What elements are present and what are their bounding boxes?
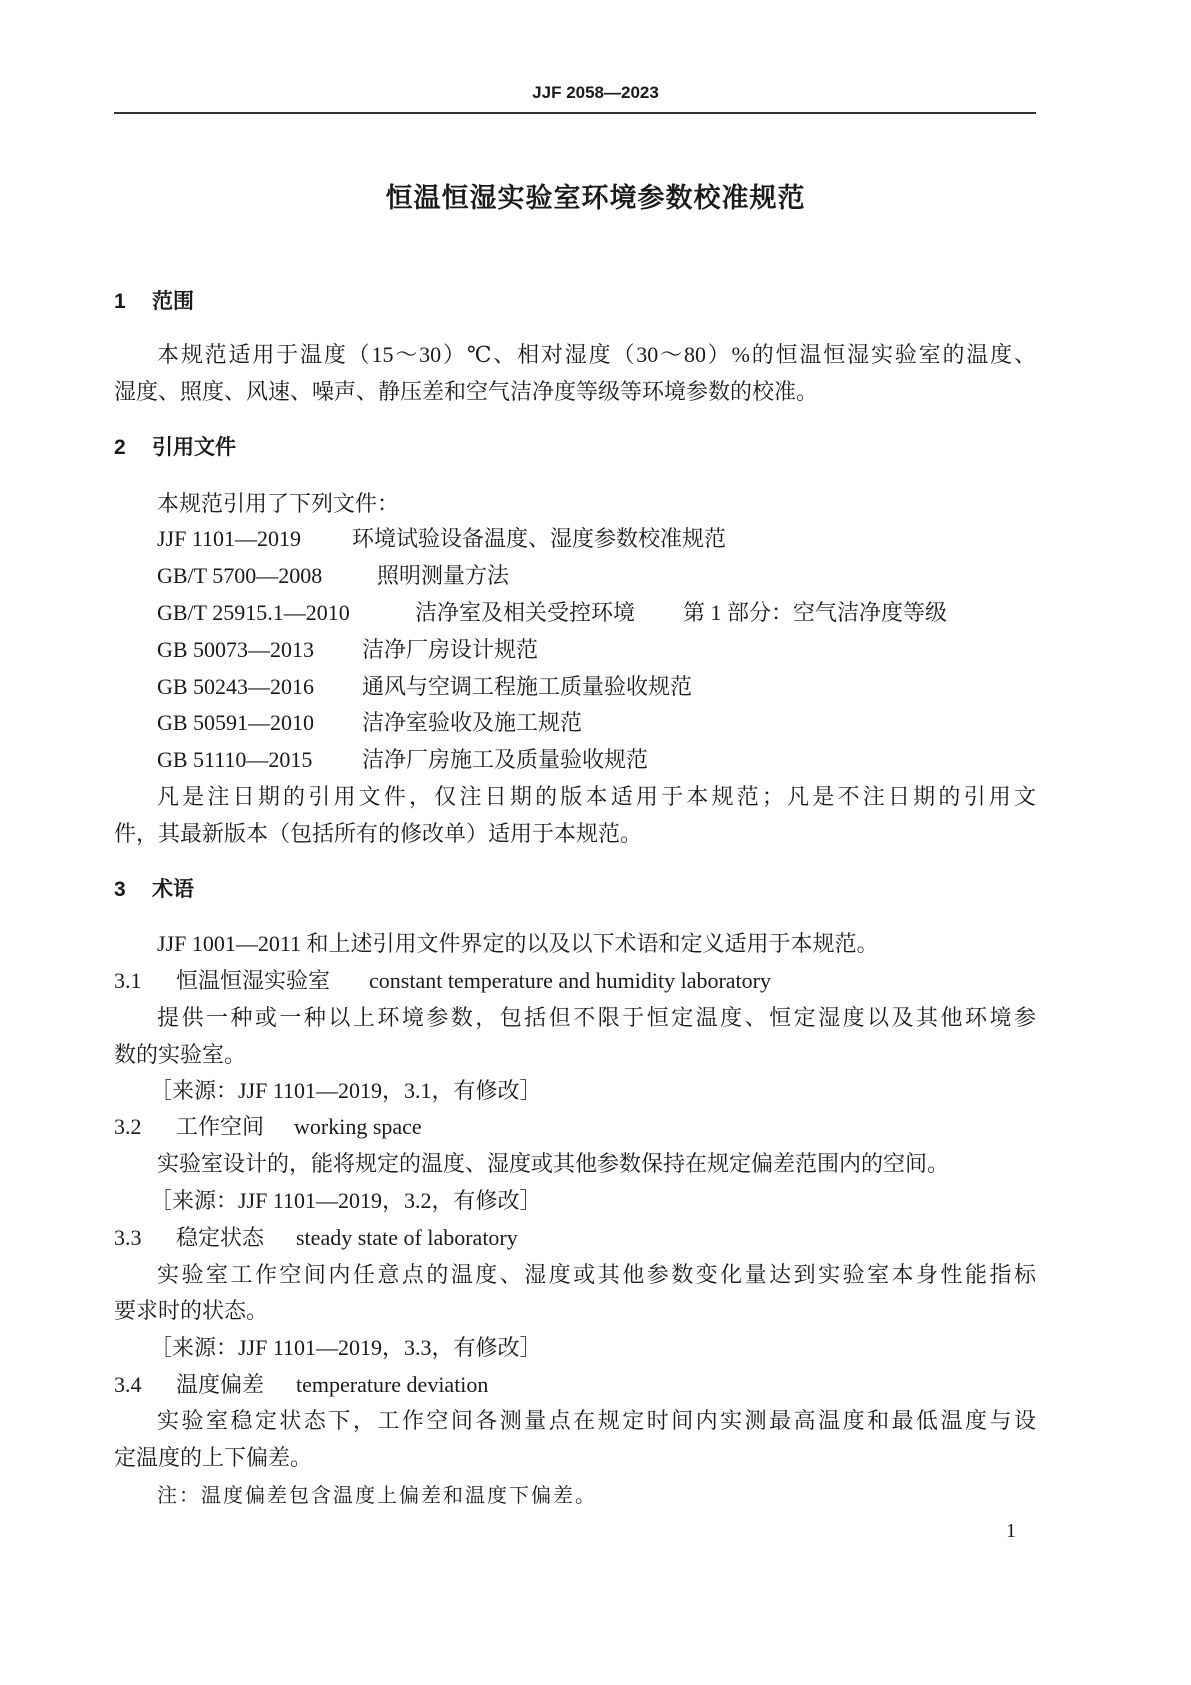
paragraph-line: 凡是注日期的引用文件，仅注日期的版本适用于本规范；凡是不注日期的引用文 xyxy=(157,784,1036,809)
paragraph-line: 湿度、照度、风速、噪声、静压差和空气洁净度等级等环境参数的校准。 xyxy=(114,379,819,404)
term-number: 3.1 xyxy=(114,968,142,993)
reference-item xyxy=(157,600,957,626)
reference-code: GB/T 25915.1—2010 xyxy=(157,600,350,625)
definition-line: 实验室设计的，能将规定的温度、湿度或其他参数保持在规定偏差范围内的空间。 xyxy=(157,1151,950,1176)
definition-line: 数的实验室。 xyxy=(114,1042,247,1067)
definition-line: 定温度的上下偏差。 xyxy=(114,1445,313,1470)
section-title: 术语 xyxy=(152,878,194,901)
term-en: working space xyxy=(294,1114,422,1139)
definition-line: 提供一种或一种以上环境参数，包括但不限于恒定温度、恒定湿度以及其他环境参 xyxy=(157,1005,1036,1030)
reference-part: 第 1 部分：空气洁净度等级 xyxy=(683,600,948,625)
reference-code: GB 50073—2013 xyxy=(157,637,315,662)
term-heading xyxy=(114,1372,1014,1398)
section-3-heading xyxy=(114,877,194,903)
page-number: 1 xyxy=(1006,1520,1016,1542)
reference-item xyxy=(157,563,957,589)
reference-title: 洁净室验收及施工规范 xyxy=(362,710,583,735)
reference-item xyxy=(157,526,957,552)
section-number: 2 xyxy=(114,436,126,459)
term-en: steady state of laboratory xyxy=(296,1225,518,1250)
page-title: 恒温恒湿实验室环境参数校准规范 xyxy=(385,183,806,213)
reference-title: 通风与空调工程施工质量验收规范 xyxy=(362,674,693,699)
paragraph-line: 本规范引用了下列文件： xyxy=(157,491,400,516)
reference-item xyxy=(157,637,957,663)
term-heading xyxy=(114,1225,1014,1251)
reference-title: 洁净厂房设计规范 xyxy=(362,637,539,662)
definition-line: 实验室稳定状态下，工作空间各测量点在规定时间内实测最高温度和最低温度与设 xyxy=(157,1408,1036,1433)
reference-item xyxy=(157,747,957,773)
reference-item xyxy=(157,710,957,736)
term-en: temperature deviation xyxy=(296,1372,489,1397)
header-rule xyxy=(114,112,1036,114)
paragraph-line: 件，其最新版本（包括所有的修改单）适用于本规范。 xyxy=(114,821,643,846)
section-2-heading xyxy=(114,435,236,461)
reference-title: 洁净室及相关受控环境 xyxy=(415,600,636,625)
term-zh: 工作空间 xyxy=(176,1114,265,1139)
section-title: 范围 xyxy=(152,290,194,313)
term-heading xyxy=(114,1114,1014,1140)
reference-code: GB 51110—2015 xyxy=(157,747,313,772)
paragraph-line: 本规范适用于温度（15～30）℃、相对湿度（30～80）%的恒温恒湿实验室的温度、 xyxy=(157,342,1036,367)
definition-line: 要求时的状态。 xyxy=(114,1298,269,1323)
reference-code: GB/T 5700—2008 xyxy=(157,563,323,588)
note: 注：温度偏差包含温度上偏差和温度下偏差。 xyxy=(157,1485,597,1507)
definition-line: 实验室工作空间内任意点的温度、湿度或其他参数变化量达到实验室本身性能指标 xyxy=(157,1262,1036,1287)
reference-title: 照明测量方法 xyxy=(377,563,510,588)
section-number: 3 xyxy=(114,878,126,901)
reference-title: 环境试验设备温度、湿度参数校准规范 xyxy=(352,526,727,551)
term-number: 3.4 xyxy=(114,1372,142,1397)
source-citation: ［来源：JJF 1101—2019，3.3，有修改］ xyxy=(150,1335,542,1360)
section-1-heading xyxy=(114,289,194,315)
term-heading xyxy=(114,968,1014,994)
reference-code: GB 50591—2010 xyxy=(157,710,315,735)
reference-item xyxy=(157,674,957,700)
running-header: JJF 2058—2023 xyxy=(532,83,659,102)
term-number: 3.2 xyxy=(114,1114,142,1139)
reference-title: 洁净厂房施工及质量验收规范 xyxy=(362,747,649,772)
paragraph-line: JJF 1001—2011 和上述引用文件界定的以及以下术语和定义适用于本规范。 xyxy=(157,931,879,956)
reference-code: GB 50243—2016 xyxy=(157,674,315,699)
term-zh: 温度偏差 xyxy=(176,1372,265,1397)
source-citation: ［来源：JJF 1101—2019，3.1，有修改］ xyxy=(150,1078,542,1103)
section-number: 1 xyxy=(114,290,126,313)
section-title: 引用文件 xyxy=(152,436,236,459)
term-zh: 恒温恒湿实验室 xyxy=(176,968,331,993)
term-number: 3.3 xyxy=(114,1225,142,1250)
term-zh: 稳定状态 xyxy=(176,1225,265,1250)
reference-code: JJF 1101—2019 xyxy=(157,526,302,551)
source-citation: ［来源：JJF 1101—2019，3.2，有修改］ xyxy=(150,1188,542,1213)
term-en: constant temperature and humidity laboratory xyxy=(369,968,771,993)
